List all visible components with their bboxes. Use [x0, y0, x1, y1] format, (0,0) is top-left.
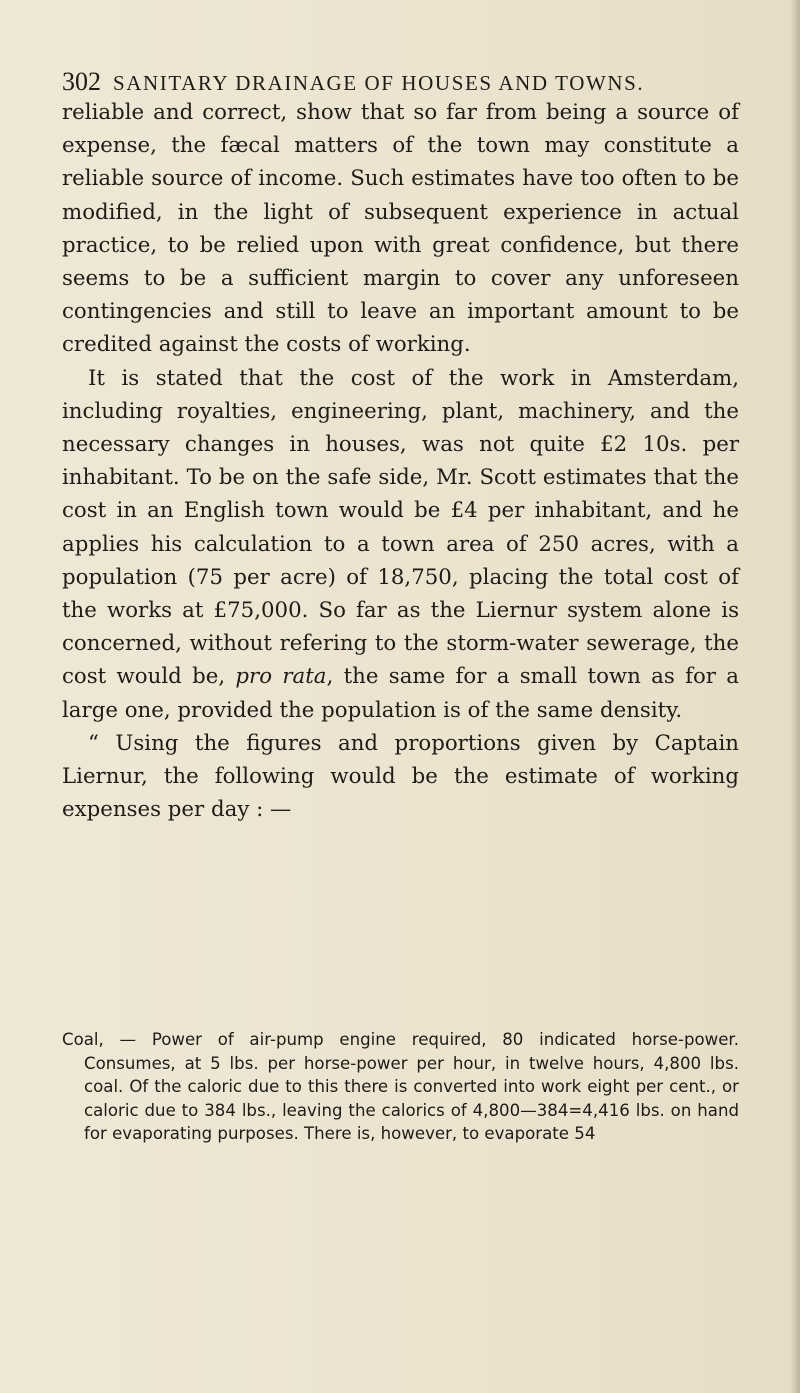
- paragraph-2-text-a: It is stated that the cost of the work in Amsterdam, including royalties, engineering, plant, machinery, and the necessary changes in houses, was not quite £2 10s. per inhabitant. To be on the safe side, Mr. Scott estimates that the cost in an English town would be £4 per inhabitant, and he applies his calculation to a town area of 250 acres, with a population (75 per acre) of 18,750, placing the total cost of the works at £75,000. So far as the Liernur system alone is concerned, without refering to the storm-water sewerage, the cost would be,: [62, 365, 739, 690]
- page-edge-shadow: [790, 0, 800, 1393]
- pro-rata-italic: pro rata: [235, 664, 327, 690]
- paragraph-3: “ Using the figures and proportions given by Captain Liernur, the following would be the estimate of working expenses per day : —: [62, 730, 739, 823]
- paragraph-2-text-b: , the same for a small town as for a large one, provided the population is of the same density.: [62, 664, 740, 723]
- running-title: SANITARY DRAINAGE OF HOUSES AND TOWNS.: [113, 71, 645, 95]
- paragraph-1: reliable and correct, show that so far from being a source of expense, the fæcal matters of the town may constitute a reliable source of income. Such estimates have too often to be modified, in the light of subsequent experience in actual practice, to be relied upon with great confidence, but there seems to be a sufficient margin to cover any unforeseen contingencies and still to leave an important amount to be credited against the costs of working.: [62, 100, 739, 358]
- coal-estimate-note: Coal, — Power of air-pump engine required, 80 indicated horse-power. Consumes, at 5 lbs. per horse-power per hour, in twelve hours, 4,800 lbs. coal. Of the caloric due to this there is converted into work eight per cent., or caloric due to 384 lbs., leaving the calorics of 4,800—384=4,416 lbs. on hand for evaporating purposes. There is, however, to evaporate 54: [62, 1030, 739, 1144]
- running-header: [62, 67, 722, 97]
- body-text: [62, 96, 739, 826]
- paragraph-2: [62, 362, 739, 727]
- page-number: 302: [62, 67, 101, 96]
